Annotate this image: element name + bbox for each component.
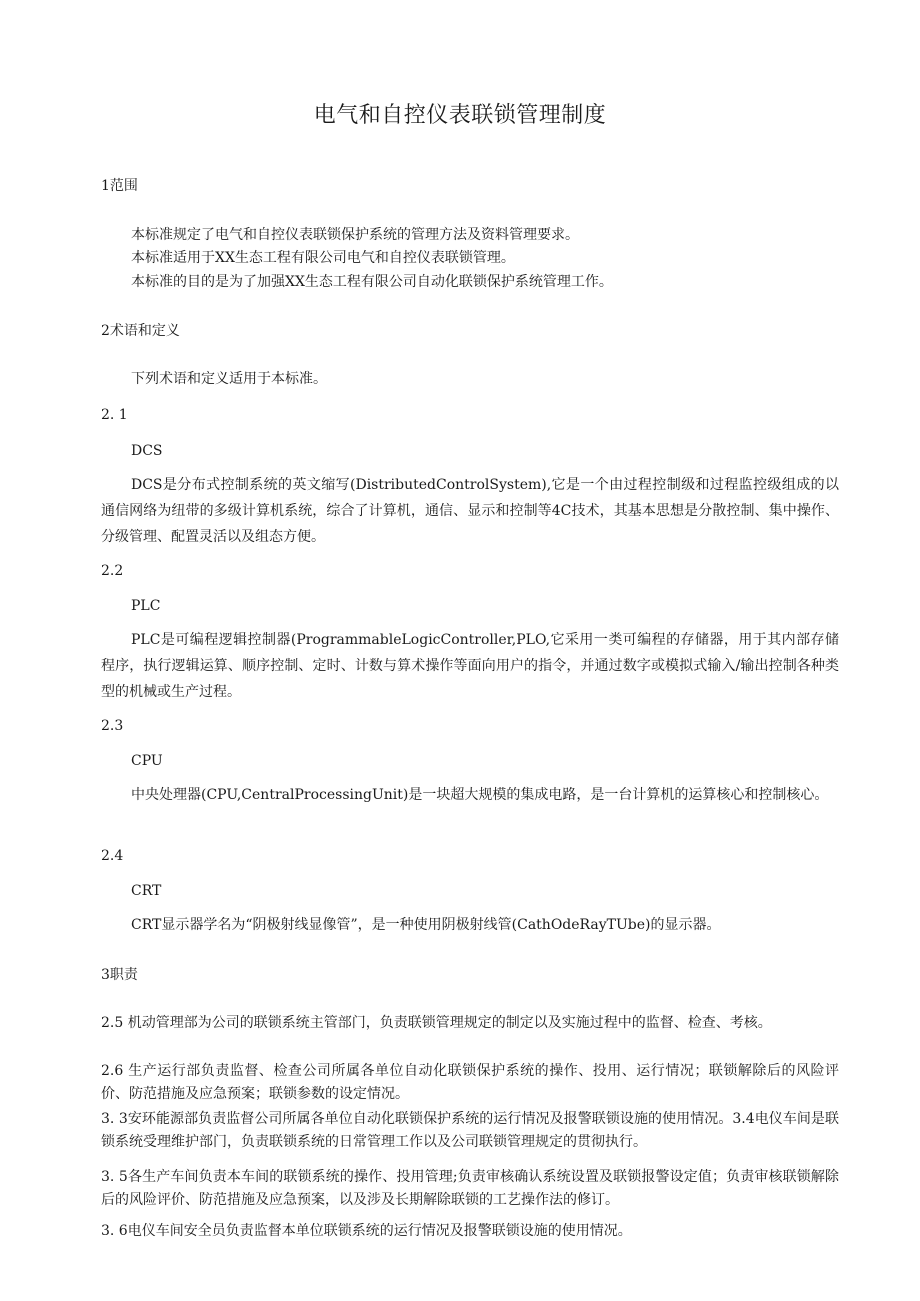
duty-item: 3. 3安环能源部负责监督公司所属各单位自动化联锁保护系统的运行情况及报警联锁设施的使用情况。3.4电仪车间是联锁系统受理维护部门，负责联锁系统的日常管理工作以及公司联锁管理规定的贯彻执行。 [101, 1111, 839, 1150]
term-name: DCS [131, 443, 163, 459]
duty-item: 3. 5各生产车间负责本车间的联锁系统的操作、投用管理;负责审核确认系统设置及联锁报警设定值；负责审核联锁解除后的风险评价、防范措施及应急预案，以及涉及长期解除联锁的工艺操作法的修订。 [101, 1169, 839, 1208]
term-definition: DCS是分布式控制系统的英文缩写(DistributedControlSystem),它是一个由过程控制级和过程监控级组成的以通信网络为纽带的多级计算机系统，综合了计算机，通信、显示和控制等4C技术，其基本思想是分散控制、集中操作、分级管理、配置灵活以及组态方便。 [101, 477, 839, 545]
section-2-intro: 下列术语和定义适用于本标准。 [131, 371, 327, 387]
term-definition: 中央处理器(CPU,CentralProcessingUnit)是一块超大规模的集成电路，是一台计算机的运算核心和控制核心。 [131, 787, 829, 803]
section-2-heading: 2术语和定义 [101, 323, 180, 339]
term-definition: PLC是可编程逻辑控制器(ProgrammableLogicController,PLO,它采用一类可编程的存储器，用于其内部存储程序，执行逻辑运算、顺序控制、定时、计数与算术操作等面向用户的指令，并通过数字或模拟式输入/输出控制各种类型的机械或生产过程。 [101, 632, 839, 700]
section-1-line-3: 本标准的目的是为了加强XX生态工程有限公司自动化联锁保护系统管理工作。 [131, 274, 613, 290]
duty-item: 2.6 生产运行部负责监督、检查公司所属各单位自动化联锁保护系统的操作、投用、运行情况；联锁解除后的风险评价、防范措施及应急预案；联锁参数的设定情况。 [101, 1063, 839, 1102]
section-1-line-1: 本标准规定了电气和自控仪表联锁保护系统的管理方法及资料管理要求。 [131, 227, 579, 243]
term-number: 2. 1 [101, 407, 128, 423]
term-name: CRT [131, 883, 162, 899]
term-definition: CRT显示器学名为“阴极射线显像管”，是一种使用阴极射线管(CathOdeRayTUbe)的显示器。 [131, 917, 721, 933]
duty-item: 2.5 机动管理部为公司的联锁系统主管部门，负责联锁管理规定的制定以及实施过程中的监督、检查、考核。 [101, 1015, 772, 1031]
document-title: 电气和自控仪表联锁管理制度 [313, 103, 607, 128]
term-name: PLC [131, 598, 161, 614]
term-number: 2.2 [101, 563, 124, 579]
section-1-line-2: 本标准适用于XX生态工程有限公司电气和自控仪表联锁管理。 [131, 250, 515, 266]
term-name: CPU [131, 753, 163, 769]
section-3-heading: 3职责 [101, 967, 138, 983]
term-number: 2.4 [101, 848, 124, 864]
section-1-heading: 1范围 [101, 178, 138, 194]
duty-item: 3. 6电仪车间安全员负责监督本单位联锁系统的运行情况及报警联锁设施的使用情况。 [101, 1223, 632, 1239]
term-number: 2.3 [101, 718, 124, 734]
